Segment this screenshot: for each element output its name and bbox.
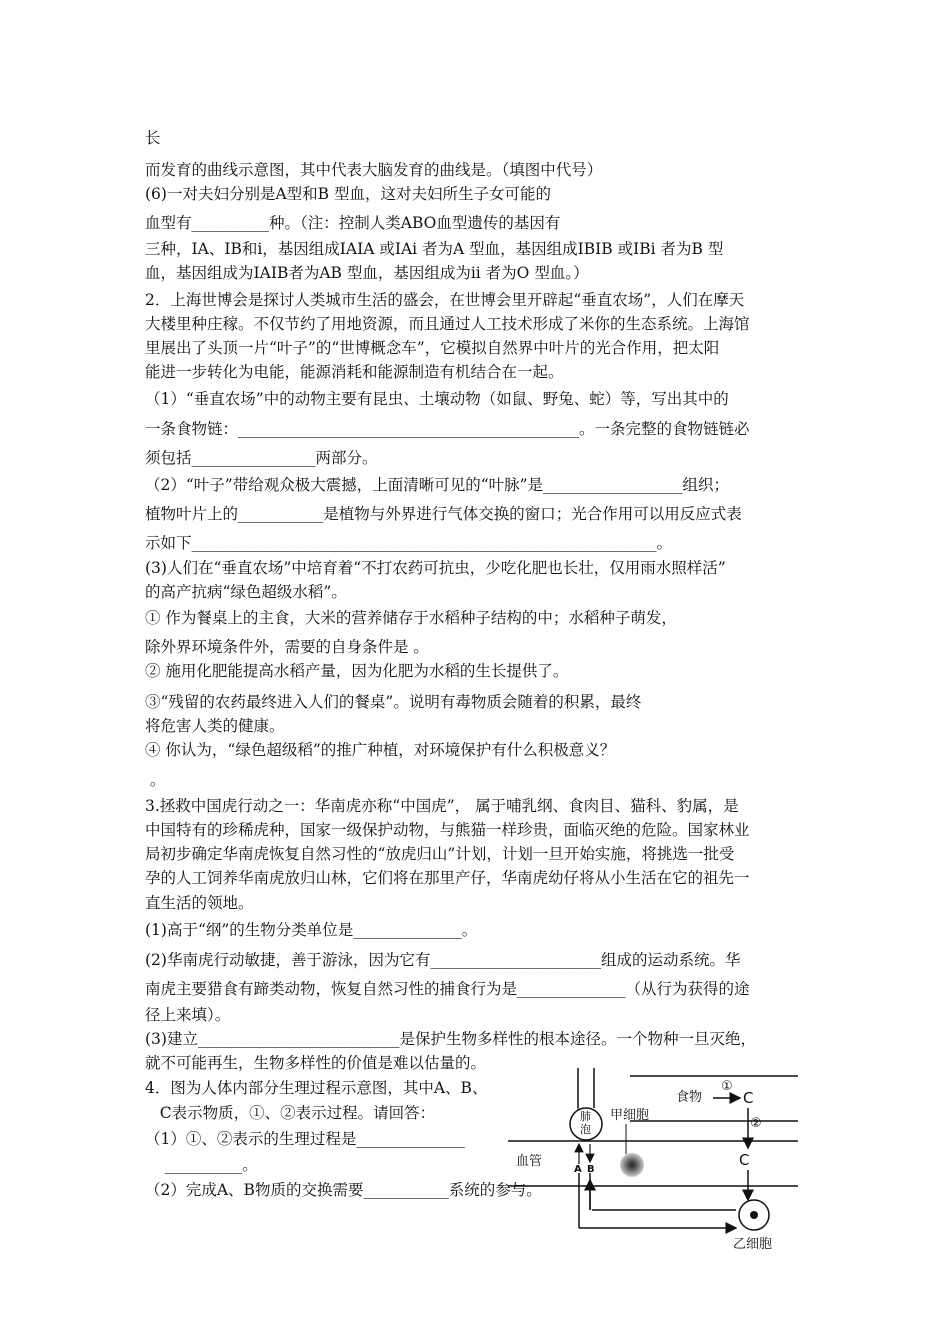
text-line: (6)一对夫妇分别是A型和B 型血，这对夫妇所生子女可能的 — [145, 185, 551, 203]
cell-a-label: 甲细胞 — [610, 1108, 650, 1123]
text-line: ③“残留的农药最终进入人们的餐桌”。说明有毒物质会随着的积累，最终 — [145, 693, 642, 711]
text-line: 2．上海世博会是探讨人类城市生活的盛会，在世博会里开辟起“垂直农场”，人们在摩天 — [145, 291, 745, 309]
text-line: 里展出了头顶一片“叶子”的“世博概念车”，它模拟自然界中叶片的光合作用，把太阳 — [145, 339, 720, 357]
text-line: 中国特有的珍稀虎种，国家一级保护动物，与熊猫一样珍贵，面临灭绝的危险。国家林业 — [145, 821, 750, 839]
text-line: 径上来填）。 — [145, 1006, 231, 1024]
alveolus-label-1: 肺 — [580, 1110, 591, 1123]
text-line: 的高产抗病“绿色超级水稻”。 — [145, 583, 347, 601]
c-top: C — [743, 1089, 754, 1107]
text-line: 长 — [145, 129, 161, 147]
food-label: 食物 — [676, 1090, 703, 1105]
text-line: 南虎主要猎食有蹄类动物，恢复自然习性的捕食行为是______________（从行为获得的途 — [145, 980, 750, 998]
text-line: 血，基因组成为IAIB者为AB 型血，基因组成为ii 者为O 型血。） — [145, 264, 589, 282]
text-line: ④ 你认为，“绿色超级稻”的推广种植，对环境保护有什么积极意义？ — [145, 741, 616, 759]
text-line: 3.拯救中国虎行动之一：华南虎亦称“中国虎”， 属于哺乳纲、食肉目、猫科、豹属，是 — [145, 797, 739, 815]
label-a: A — [574, 1164, 582, 1175]
vessel-label: 血管 — [516, 1154, 543, 1169]
text-line: 而发育的曲线示意图，其中代表大脑发育的曲线是。（填图中代号） — [145, 161, 603, 179]
text-line: （2）完成A、B物质的交换需要___________系统的参与。 — [145, 1181, 542, 1199]
text-line: 一条食物链：____________________________________________。一条完整的食物链链必 — [145, 420, 750, 438]
text-line: ② 施用化肥能提高水稻产量，因为化肥为水稻的生长提供了。 — [145, 662, 569, 680]
text-line: 就不可能再生，生物多样性的价值是难以估量的。 — [145, 1054, 487, 1072]
text-line: __________。 — [145, 1156, 258, 1174]
text-line: 局初步确定华南虎恢复自然习性的“放虎归山”计划，计划一旦开始实施，将挑选一批受 — [145, 845, 735, 863]
airway — [578, 1068, 594, 1108]
text-line: （2）“叶子”带给观众极大震撼，上面清晰可见的“叶脉”是__________________组织； — [145, 476, 730, 494]
text-line: 将危害人类的健康。 — [145, 717, 285, 735]
text-line: （1）①、②表示的生理过程是______________ — [145, 1130, 465, 1148]
text-line: 大楼里种庄稼。不仅节约了用地资源，而且通过人工技术形成了米你的生态系统。上海馆 — [145, 315, 750, 333]
text-line: 植物叶片上的___________是植物与外界进行气体交换的窗口；光合作用可以用反应式表 — [145, 505, 742, 523]
cell-b-nucleus — [750, 1211, 758, 1219]
cell-b-label: 乙细胞 — [733, 1237, 773, 1252]
text-line: 4．图为人体内部分生理过程示意图，其中A、B、 — [145, 1079, 488, 1097]
c-mid: C — [739, 1151, 750, 1169]
text-line: 。 — [145, 771, 166, 789]
label-b: B — [587, 1164, 595, 1175]
text-line: 三种，IA、IB和i，基因组成IAIA 或IAi 者为A 型血，基因组成IBIB 或IBi 者为B 型 — [145, 240, 724, 258]
cell-a — [620, 1153, 644, 1177]
text-line: C表示物质，①、②表示过程。请回答： — [145, 1104, 436, 1122]
text-line: (1)高于“纲”的生物分类单位是______________。 — [145, 921, 478, 939]
text-line: 能进一步转化为电能，能源消耗和能源制造有机结合在一起。 — [145, 363, 564, 381]
physiology-diagram — [508, 1068, 808, 1268]
text-line: 须包括________________两部分。 — [145, 449, 378, 467]
text-line: 示如下____________________________________________________________。 — [145, 534, 673, 552]
text-line: （1）“垂直农场”中的动物主要有昆虫、土壤动物（如鼠、野兔、蛇）等，写出其中的 — [145, 390, 729, 408]
text-line: ① 作为餐桌上的主食，大米的营养储存于水稻种子结构的中；水稻种子萌发， — [145, 609, 677, 627]
text-line: (3)建立__________________________是保护生物多样性的根本途径。一个物种一旦灭绝， — [145, 1030, 756, 1048]
text-line: (3)人们在“垂直农场”中培育着“不打农药可抗虫，少吃化肥也长壮，仅用雨水照样活” — [145, 559, 726, 577]
text-line: 除外界环境条件外，需要的自身条件是 。 — [145, 638, 429, 656]
text-line: 血型有__________种。（注：控制人类ABO血型遗传的基因有 — [145, 214, 561, 232]
step2-label: ② — [750, 1116, 762, 1131]
text-line: (2)华南虎行动敏捷，善于游泳，因为它有______________________组成的运动系统。华 — [145, 951, 741, 969]
step1-label: ① — [721, 1079, 733, 1094]
alveolus-label-2: 泡 — [580, 1123, 591, 1136]
text-line: 直生活的领地。 — [145, 894, 254, 912]
text-line: 孕的人工饲养华南虎放归山林，它们将在那里产仔，华南虎幼仔将从小生活在它的祖先一 — [145, 869, 750, 887]
